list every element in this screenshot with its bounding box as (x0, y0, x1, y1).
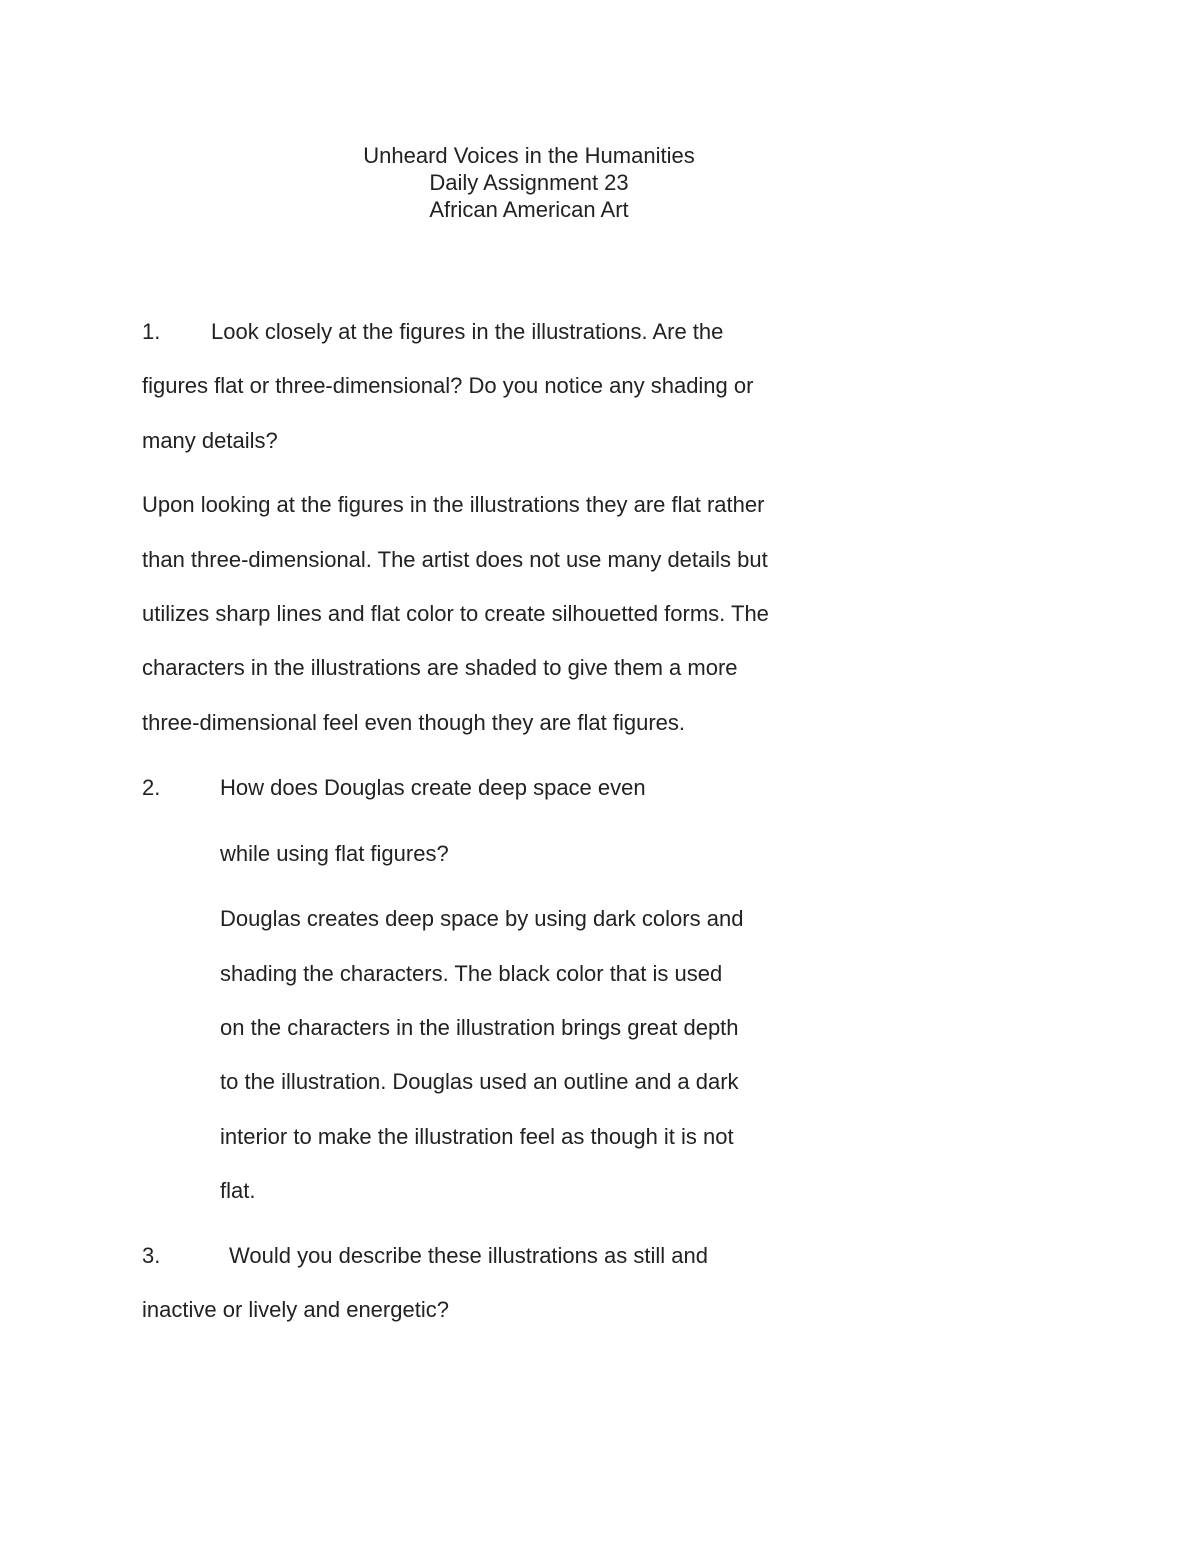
answer-1-line-5: three-dimensional feel even though they are flat figures. (142, 710, 685, 735)
answer-1-line-4: characters in the illustrations are shaded to give them a more (142, 655, 738, 680)
question-3-line-1: Would you describe these illustrations as still and (229, 1243, 708, 1268)
answer-1-line-3: utilizes sharp lines and flat color to create silhouetted forms. The (142, 601, 769, 626)
question-3-number: 3. (142, 1243, 161, 1268)
question-1-line-2: figures flat or three-dimensional? Do you notice any shading or (142, 373, 754, 398)
answer-1-line-1: Upon looking at the figures in the illustrations they are flat rather (142, 492, 765, 517)
question-1-number: 1. (142, 319, 161, 344)
answer-2-line-1: Douglas creates deep space by using dark colors and (220, 906, 744, 931)
question-1-line-1: Look closely at the figures in the illustrations. Are the (211, 319, 724, 344)
answer-1-line-2: than three-dimensional. The artist does not use many details but (142, 547, 768, 572)
question-2-line-2: while using flat figures? (220, 841, 449, 866)
question-2-line-1: How does Douglas create deep space even (220, 775, 646, 800)
answer-2-line-3: on the characters in the illustration brings great depth (220, 1015, 739, 1040)
question-3-line-2: inactive or lively and energetic? (142, 1297, 449, 1322)
question-2-number: 2. (142, 775, 161, 800)
answer-2-line-2: shading the characters. The black color that is used (220, 961, 723, 986)
answer-2-line-6: flat. (220, 1178, 256, 1203)
course-title: Unheard Voices in the Humanities (363, 143, 695, 168)
answer-2-line-4: to the illustration. Douglas used an outline and a dark (220, 1069, 739, 1094)
question-1-line-3: many details? (142, 428, 278, 453)
answer-2-line-5: interior to make the illustration feel as though it is not (220, 1124, 734, 1149)
assignment-title: Daily Assignment 23 (429, 170, 629, 195)
topic-title: African American Art (429, 197, 629, 222)
